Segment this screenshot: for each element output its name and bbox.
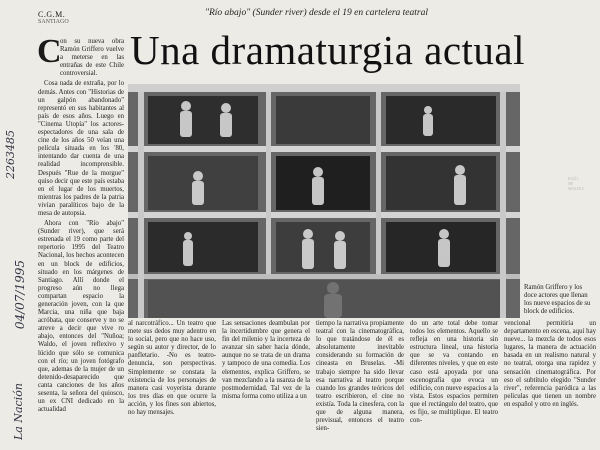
lead-paragraph-1: on su nueva obra Ramón Griffero vuelve a meterse en las entrañas de este Chile controversial. <box>60 38 124 78</box>
article-subhead: "Río abajo" (Sunder river) desde el 19 en cartelera teatral <box>205 8 428 18</box>
body-column-5: vencional permitiría un departamento en escena, aquí hay nueve... la mezcla de todos esos lugares, la manera de actuación basada en un realismo natural y no teatral, otorga una rapidez y sensación cinematográfica. Por eso el subtítulo elegido "Sunder river", referencia paródica a las películas que tienen un nombre en español y otro en inglés. <box>504 320 596 408</box>
body-column-2: Las sensaciones deambulan por la incertidumbre que genera el fin del milenio y la incerteza de avanzar sin saber hacia dónde, aunque no se trata de un drama y tampoco de una comedia. Los elementos, explica Griffero, se van mezclando a la usanza de la postmodernidad. Tal vez de la misma forma como utiliza a un <box>222 320 310 400</box>
article-headline: Una dramaturgia actual <box>130 27 526 73</box>
stage-set-illustration <box>128 84 520 318</box>
body-columns <box>128 320 596 444</box>
handwritten-stamp-number: 2263485 <box>4 130 17 179</box>
body-column-3: tiempo la narrativa propiamente teatral con la cinematográfica, lo que tratándose de él es absolutamente inevitable considerando su formación de cineasta en Bruselas. -Mi trabajo siempre ha sido llevar esa narrativa al teatro porque cuando los grandes teóricos del teatro escribieron, el cine no existía. Toda la cinesfera, con la que de alguna manera, previsual, entonces el teatro sien- <box>316 320 404 433</box>
body-column-4: do un arte total debe tomar todos los elementos. Aquello se refleja en una historia sin estructura lineal, una historia que se va contando en diferentes niveles, y que en este caso está apoyada por una escenografía que evoca un edificio, con nueve espacios a la vista. Estos espacios permiten que el rectángulo del teatro, que es fijo, se multiplique. El teatro con- <box>410 320 498 425</box>
handwritten-margin-notes <box>6 120 32 440</box>
lead-paragraph-3: Ahora con "Río abajo" (Sunder river), que será estrenada el 19 como parte del repertorio 1995 del Teatro Nacional, los hechos acontecen en un block de edificios, situado en los márgenes de Santiago. Allí donde el progreso aún no llega compartan espacio la generación joven, con la que Marcia, una niña que baja acróbata, que conserve y no se atreve a decir que vive ro abajo, entonces del "Nuñoa; Waldo, el joven reflexivo y lúcido que sólo se comunica con el río; un joven fotógrafo que, ademas de la mujer de un detenido-desaparecido que canta canciones de los años sesenta, la señora del quiosco, un ex CNI dedicado en la actualidad <box>38 220 124 414</box>
photo-caption: Ramón Griffero y los doce actores que llenan los nueve espacios de su block de edificios. <box>524 284 591 315</box>
body-column-1: al narcotráfico... Un teatro que mete sus dedos muy adentro en lo social, pero que no hace uso, según su autor y director, de lo panfletario. -No es teatro-denuncia, son perspectivas. Simplemente se constata la existencia de los personajes de manera casi voyerista durante los tres días en que ocurre la acción, y los fines son abiertos, no hay mensajes. <box>128 320 216 417</box>
lead-column <box>37 33 124 442</box>
section-kicker: C.G.M. <box>38 10 66 19</box>
handwritten-date: 04/07/1995 <box>13 260 27 330</box>
section-location: SANTIAGO <box>38 19 69 25</box>
lead-paragraph-2: Cosa nada de extraña, por lo demás. Antes con "Historias de un galpón abandonado" representó en sus habitantes al país de esos años. Luego en "Cinema Utopía" los actores-espectadores de una sala de cine de los años 50 veían una película situada en los '80, intentando dar cuenta de una realidad incomprensible. Después "Rue de la morgue" quiso decir que este país estaba en el lugar de los muertos, mientras los padres de la patria vivían paralíticos bajo de la mesa de autopsia. <box>38 80 124 217</box>
photo-credit: RAÚL HE MOLINA <box>568 176 584 191</box>
handwritten-source: La Nación <box>12 383 25 440</box>
drop-cap: C <box>37 33 62 70</box>
